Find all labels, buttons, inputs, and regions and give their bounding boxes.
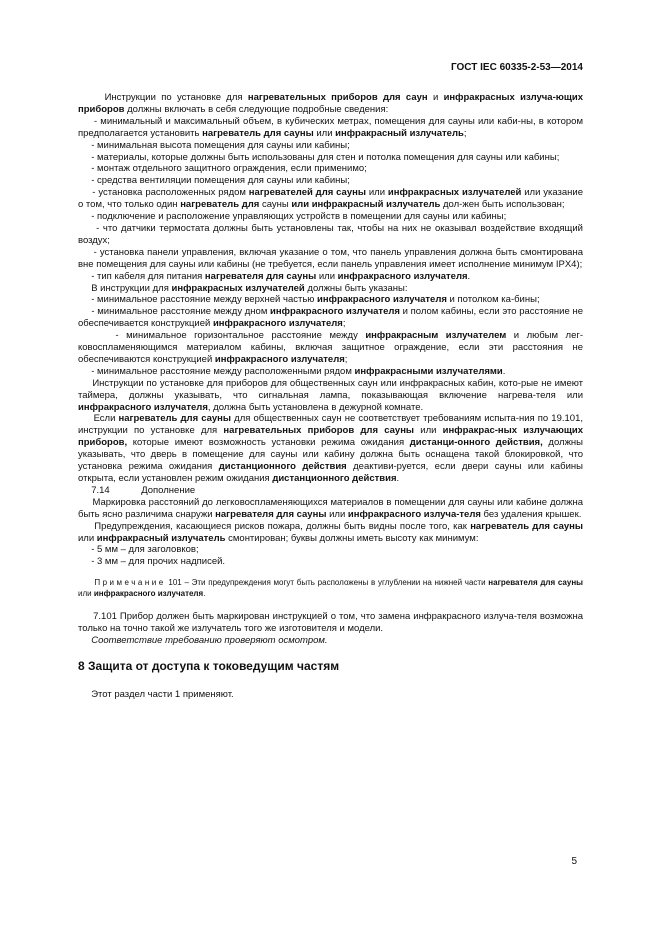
term: инфракрасного излучателя: [93, 588, 204, 598]
paragraph-remote-operation: [78, 413, 583, 484]
text: смонтирован; буквы должны иметь высоту как минимум:: [225, 532, 479, 544]
text: или: [78, 532, 97, 544]
text: - минимальное расстояние между верхней частью: [91, 294, 318, 306]
text: деактиви-руется, если двери сауны или кабины открыта, если установлен режим ожидания: [78, 461, 583, 484]
term: инфракрасными излучателями: [354, 365, 503, 377]
text: для общественных саун не соответствует требованиям испыта-ния по 19.101, инструкции по установке для: [78, 413, 583, 437]
term: нагреватель для сауны: [202, 127, 314, 139]
document-body: [78, 92, 583, 701]
text: - минимальное горизонтальное расстояние между: [115, 330, 366, 342]
text: или указание о том, что только один: [78, 187, 583, 211]
paragraph-fire-warnings: [78, 521, 583, 545]
term: инфракрасного излуча-теля: [347, 508, 481, 520]
term: инфракрас-ных излучающих приборов,: [78, 425, 583, 449]
list-item: [78, 187, 583, 211]
text: или: [326, 508, 348, 520]
text: и потолком ка-бины;: [446, 294, 540, 306]
list-item: [78, 294, 583, 306]
text: Этот раздел части 1 применяют.: [91, 688, 234, 700]
term: инфракрасный излучатель: [96, 532, 226, 544]
text: - минимальная высота помещения для сауны или кабины;: [91, 139, 350, 151]
text: сауны: [259, 199, 292, 211]
term: инфракрасный излучатель: [335, 127, 464, 139]
list-item: [78, 175, 583, 187]
paragraph-public-sauna: [78, 378, 583, 414]
term: инфракрасного излучателя: [317, 294, 447, 306]
term: нагревателя для сауны: [204, 270, 317, 282]
list-item: [78, 247, 583, 271]
list-item: [78, 306, 583, 330]
text: и любым лег-ковоспламеняющимся материалом кабины, включая защитное ограждение, если эти расстояния не обеспечиваются конструкцией: [78, 330, 583, 365]
term: нагревательных приборов для сауны: [223, 425, 415, 437]
paragraph-7-101: [78, 611, 583, 635]
text: 7.101 Прибор должен быть маркирован инструкцией о том, что замена инфракрасного излуча-теля возможна только на точно такой же излучатель того же изготовителя и модели.: [78, 611, 583, 635]
term: нагревателя для сауны: [488, 578, 583, 588]
term: инфракрасных излучателей: [171, 282, 305, 294]
page-number: 5: [571, 856, 577, 867]
text: - 3 мм – для прочих надписей.: [91, 556, 226, 568]
text: .: [467, 270, 471, 282]
term: нагревательных приборов для саун: [247, 92, 428, 103]
text: - что датчики термостата должны быть установлены так, чтобы на них не оказывал воздействие входящий воздух;: [78, 222, 583, 246]
term: или инфракрасный излучатель: [291, 199, 441, 211]
term: инфракрасного излучателя: [78, 401, 208, 413]
text: - материалы, которые должны быть использованы для стен и потолка помещения для сауны или кабины;: [91, 151, 560, 163]
paragraph-marking-distances: [78, 497, 583, 521]
list-item: [78, 152, 583, 164]
text: Соответствие требованию проверяют осмотром.: [91, 635, 328, 647]
text: - монтаж отдельного защитного ограждения, если применимо;: [91, 163, 367, 175]
text: .: [502, 365, 506, 377]
text: которые имеют возможность установки режима ожидания: [127, 437, 410, 449]
paragraph-ir-instructions: [78, 283, 583, 295]
compliance-check: [78, 635, 583, 647]
term: нагреватель для сауны: [118, 413, 232, 425]
text: должны включать в себя следующие подробные сведения:: [124, 103, 389, 115]
term: инфракрасных излуча-ющих приборов: [78, 92, 583, 115]
text: и: [427, 92, 444, 103]
text: .: [396, 473, 400, 484]
text: должны указывать, что дверь в помещение для сауны или кабину должна быть оснащена такой блокировкой, что установка режима ожидания: [78, 437, 583, 473]
list-item: [78, 140, 583, 152]
term: дистанционного действия: [272, 473, 397, 484]
text: , должна быть установлена в дежурной комнате.: [207, 401, 424, 413]
term: инфракрасного излучателя: [212, 318, 343, 330]
text: - средства вентиляции помещения для сауны или кабины;: [91, 175, 350, 187]
section-8-heading: 8 Защита от доступа к токоведущим частям: [78, 658, 340, 673]
text: ;: [344, 353, 348, 365]
spacer: [78, 599, 583, 611]
term: дистанци-онного действия,: [409, 437, 543, 449]
text: - минимальный и максимальный объем, в кубических метрах, помещения для сауны или каби-ны, в котором предполагается установить: [78, 115, 583, 139]
text: или: [316, 270, 338, 282]
text: Предупреждения, касающиеся рисков пожара, должны быть видны после того, как: [94, 520, 471, 532]
list-item: [78, 330, 583, 366]
section-8-text: [78, 689, 583, 701]
text: Инструкции по установке для: [104, 92, 248, 103]
text: Инструкции по установке для приборов для общественных саун или инфракрасных кабин, кото-рые не имеют таймера, должны указывать, что сигнальная лампа, показывающая включение нагрева-теля или: [78, 377, 583, 401]
term: инфракрасного излучателя: [270, 306, 400, 318]
paragraph-installation-intro: [78, 92, 583, 116]
text: - подключение и расположение управляющих устройств в помещении для сауны или кабины;: [91, 211, 507, 223]
list-item: [78, 116, 583, 140]
text: или: [414, 425, 443, 437]
list-item: [78, 544, 583, 556]
subsection-7-14: [78, 485, 583, 497]
term: инфракрасных излучателей: [387, 187, 522, 199]
text: - минимальное расстояние между дном: [91, 306, 271, 318]
text: Если: [93, 413, 119, 425]
text: должны быть указаны:: [304, 282, 408, 294]
text: и полом кабины, если это расстояние не обеспечивается конструкцией: [78, 306, 583, 330]
text: или: [365, 187, 388, 199]
text: - тип кабеля для питания: [91, 270, 205, 282]
text: Маркировка расстояний до легковоспламеняющихся материалов в помещении для сауны или кабине должна быть ясно различима снаружи: [78, 496, 583, 520]
term: нагреватель для сауны: [470, 520, 583, 532]
text: без удаления крышек.: [480, 508, 582, 520]
text: .: [203, 588, 206, 598]
text: В инструкции для: [91, 282, 172, 294]
text: - 5 мм – для заголовков;: [91, 544, 199, 556]
list-item: [78, 163, 583, 175]
term: инфракрасным излучателем: [365, 330, 507, 342]
note-label: Примечание: [94, 578, 166, 588]
text: или: [313, 127, 336, 139]
text: - минимальное расстояние между расположенными рядом: [91, 365, 355, 377]
text: 101 – Эти предупреждения могут быть расположены в углублении на нижней части: [165, 578, 489, 588]
list-item: [78, 211, 583, 223]
term: инфракрасного излучателя: [337, 270, 468, 282]
list-item: [78, 556, 583, 568]
text: ;: [342, 318, 346, 330]
note-101: [78, 578, 583, 599]
list-item: [78, 271, 583, 283]
term: нагревателей для сауны: [248, 187, 366, 199]
text: дол-жен быть использован;: [440, 199, 565, 211]
text: или: [78, 588, 94, 598]
term: нагревателя для сауны: [215, 508, 327, 520]
subsection-number: 7.14: [91, 484, 110, 496]
text: - установка расположенных рядом: [92, 187, 249, 199]
term: дистанционного действия: [218, 461, 347, 473]
list-item: [78, 366, 583, 378]
standard-header: ГОСТ IEC 60335-2-53—2014: [450, 62, 583, 73]
term: нагреватель для: [180, 199, 260, 211]
term: инфракрасного излучателя: [214, 353, 345, 365]
text: ;: [463, 127, 467, 139]
list-item: [78, 223, 583, 247]
subsection-title: Дополнение: [141, 484, 196, 496]
text: - установка панели управления, включая указание о том, что панель управления должна быть смонтирована вне помещения для сауны или кабины (не требуется, если панель управления имеет исполнение минимум IPX4);: [78, 246, 583, 270]
